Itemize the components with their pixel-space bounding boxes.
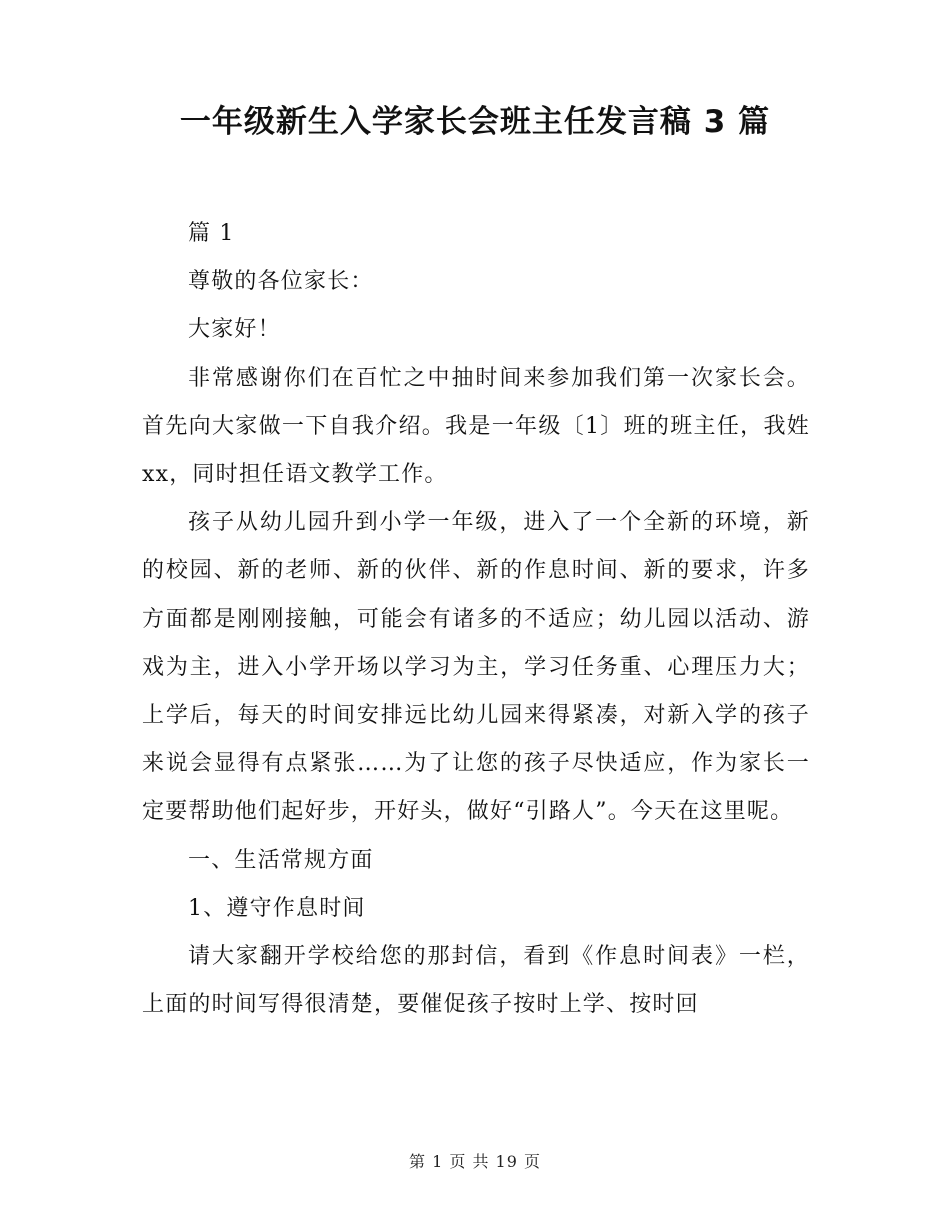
document-title: 一年级新生入学家长会班主任发言稿 3 篇 xyxy=(179,104,771,140)
page-footer: 第 1 页 共 19 页 xyxy=(409,1152,541,1171)
heading-life-routines: 一、生活常规方面 xyxy=(188,847,374,873)
paragraph-introduction: 非常感谢你们在百忙之中抽时间来参加我们第一次家长会。首先向大家做一下自我介绍。我是一年级〔1〕班的班主任，我姓 xx，同时担任语文教学工作。 xyxy=(142,365,810,488)
greeting: 大家好！ xyxy=(188,317,281,343)
section-heading-part-1: 篇 1 xyxy=(188,221,235,246)
paragraph-new-environment: 孩子从幼儿园升到小学一年级，进入了一个全新的环境，新的校园、新的老师、新的伙伴、新的作息时间、新的要求，许多方面都是刚刚接触，可能会有诸多的不适应；幼儿园以活动、游戏为主，进入小学开场以学习为主，学习任务重、心理压力大；上学后，每天的时间安排远比幼儿园来得紧凑，对新入学的孩子来说会显得有点紧张……为了让您的孩子尽快适应，作为家长一定要帮助他们起好步，开好头，做好“引路人”。今天在这里呢。 xyxy=(142,510,810,825)
subheading-schedule: 1、遵守作息时间 xyxy=(188,895,366,921)
document-body xyxy=(142,210,810,1029)
salutation: 尊敬的各位家长： xyxy=(188,269,374,295)
paragraph-schedule: 请大家翻开学校给您的那封信，看到《作息时间表》一栏，上面的时间写得很清楚，要催促孩子按时上学、按时回 xyxy=(142,944,810,1018)
